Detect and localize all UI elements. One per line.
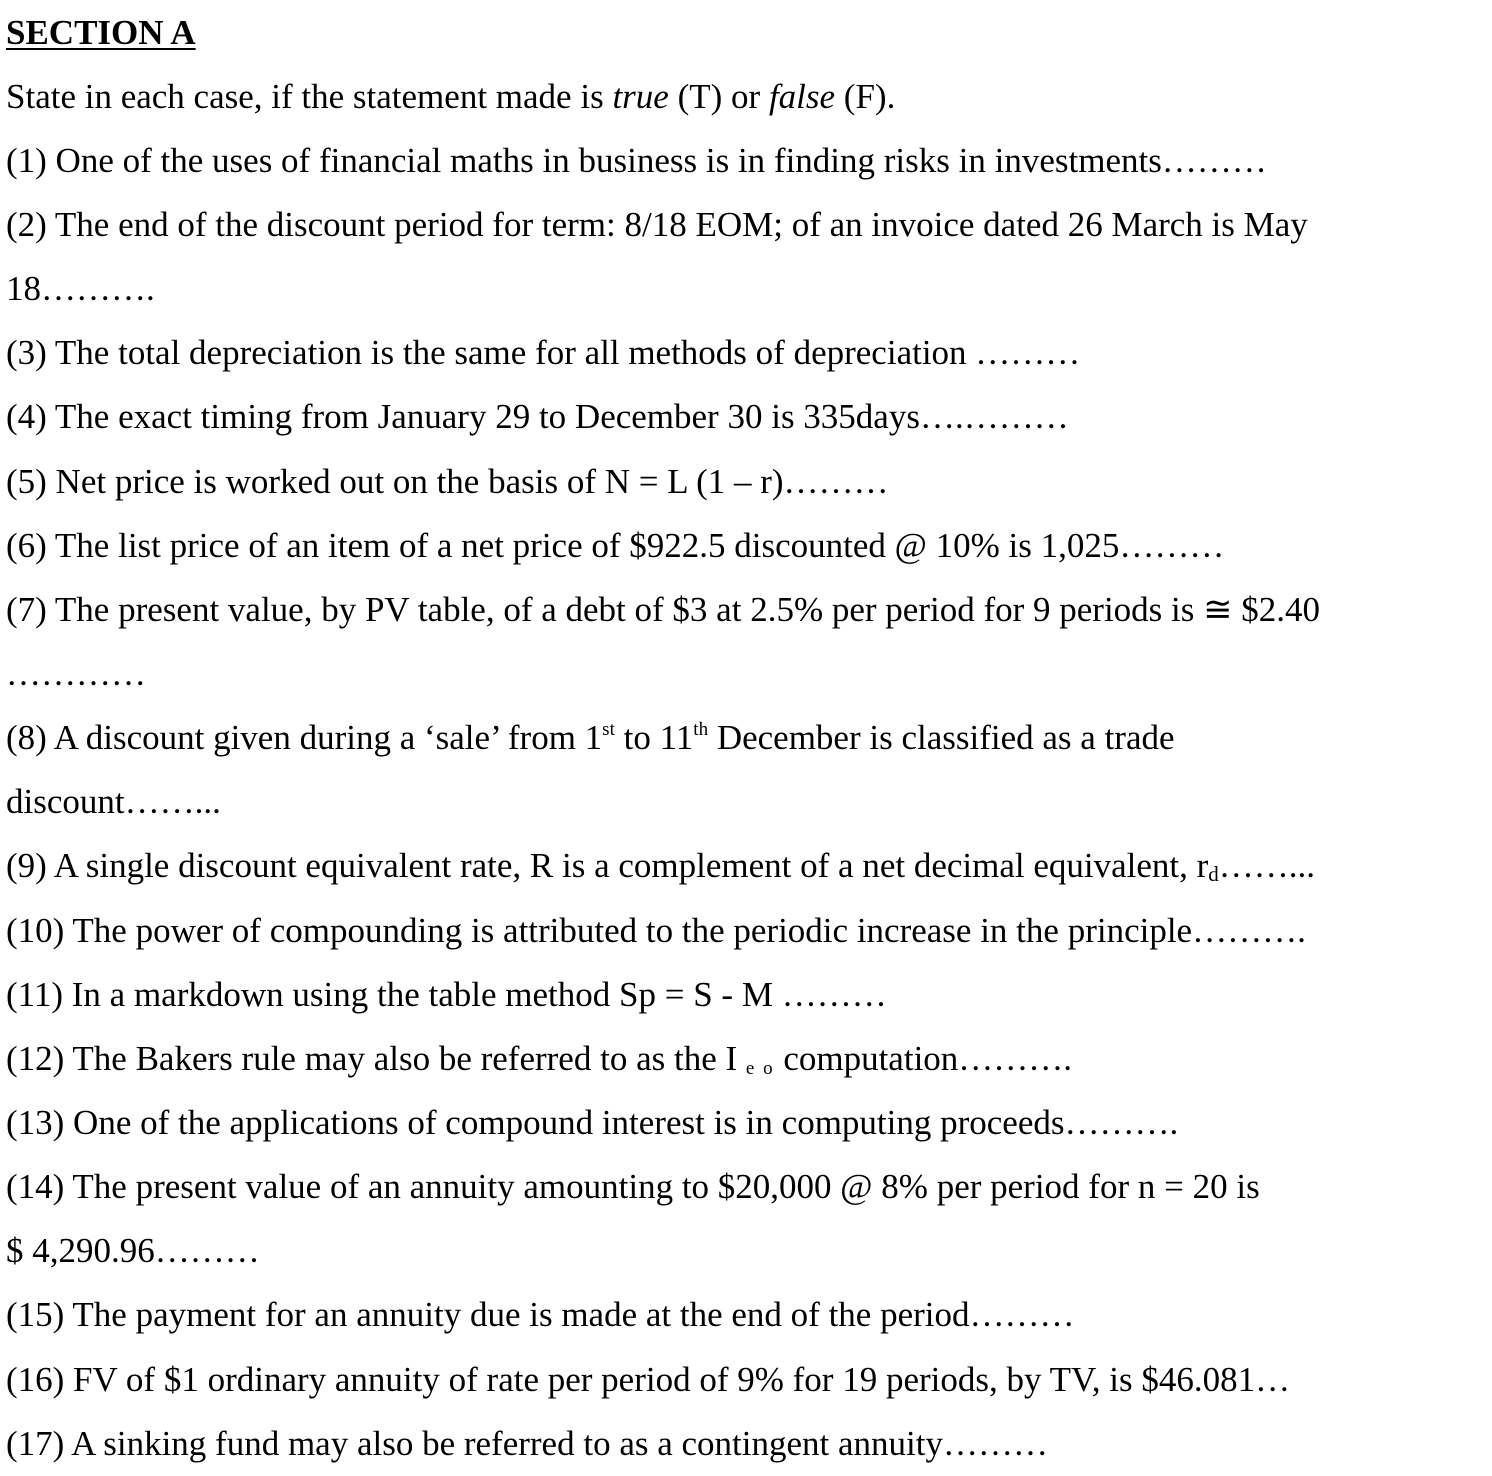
question-15: (15) The payment for an annuity due is made at the end of the period……… <box>6 1295 1075 1334</box>
section-title: SECTION A <box>6 13 196 52</box>
q12-part-1: (12) The Bakers rule may also be referred to as the I <box>6 1039 746 1078</box>
instruction-false-word: false <box>768 77 836 116</box>
q8-part-3: December is classified as a trade <box>708 718 1175 757</box>
question-11: (11) In a markdown using the table method Sp = S - M ……… <box>6 975 887 1014</box>
q8-part-1: (8) A discount given during a ‘sale’ from 1 <box>6 718 603 757</box>
q9-subscript: d <box>1208 862 1219 886</box>
question-7-line-1: (7) The present value, by PV table, of a debt of $3 at 2.5% per period for 9 periods is ≅ $2.40 <box>6 590 1320 629</box>
question-12 <box>6 1039 1072 1079</box>
q12-part-2: computation………. <box>774 1039 1073 1078</box>
q8-part-2: to 11 <box>614 718 694 757</box>
question-1: (1) One of the uses of financial maths in business is in finding risks in investments……… <box>6 141 1267 180</box>
question-13: (13) One of the applications of compound interest is in computing proceeds………. <box>6 1103 1179 1142</box>
question-10: (10) The power of compounding is attributed to the periodic increase in the principle………. <box>6 911 1306 950</box>
q12-subscript: e o <box>745 1058 775 1079</box>
question-2-line-2: 18………. <box>6 269 155 308</box>
instruction-after: (F). <box>835 77 896 116</box>
q9-part-2: ……... <box>1218 846 1316 885</box>
q8-superscript-st: st <box>602 719 615 740</box>
question-8-line-2: discount……... <box>6 782 221 821</box>
instruction-middle: (T) or <box>668 77 769 116</box>
question-7-line-2: ………… <box>6 654 146 693</box>
question-17: (17) A sinking fund may also be referred to as a contingent annuity……… <box>6 1424 1048 1463</box>
instruction-true-word: true <box>612 77 669 116</box>
instruction-line <box>6 77 895 117</box>
question-4: (4) The exact timing from January 29 to December 30 is 335days….……… <box>6 397 1069 436</box>
instruction-before: State in each case, if the statement made is <box>6 77 613 116</box>
question-14-line-2: $ 4,290.96……… <box>6 1231 260 1270</box>
question-5: (5) Net price is worked out on the basis of N = L (1 – r)……… <box>6 462 889 501</box>
question-16: (16) FV of $1 ordinary annuity of rate per period of 9% for 19 periods, by TV, is $46.081… <box>6 1360 1291 1399</box>
q9-part-1: (9) A single discount equivalent rate, R is a complement of a net decimal equivalent, r <box>6 846 1209 885</box>
question-2-line-1: (2) The end of the discount period for term: 8/18 EOM; of an invoice dated 26 March is May <box>6 205 1308 244</box>
question-14-line-1: (14) The present value of an annuity amounting to $20,000 @ 8% per period for n = 20 is <box>6 1167 1260 1206</box>
question-9 <box>6 846 1315 886</box>
q8-superscript-th: th <box>693 719 709 740</box>
question-3: (3) The total depreciation is the same for all methods of depreciation ……… <box>6 333 1081 372</box>
question-8-line-1 <box>6 718 1175 758</box>
question-6: (6) The list price of an item of a net price of $922.5 discounted @ 10% is 1,025……… <box>6 526 1225 565</box>
